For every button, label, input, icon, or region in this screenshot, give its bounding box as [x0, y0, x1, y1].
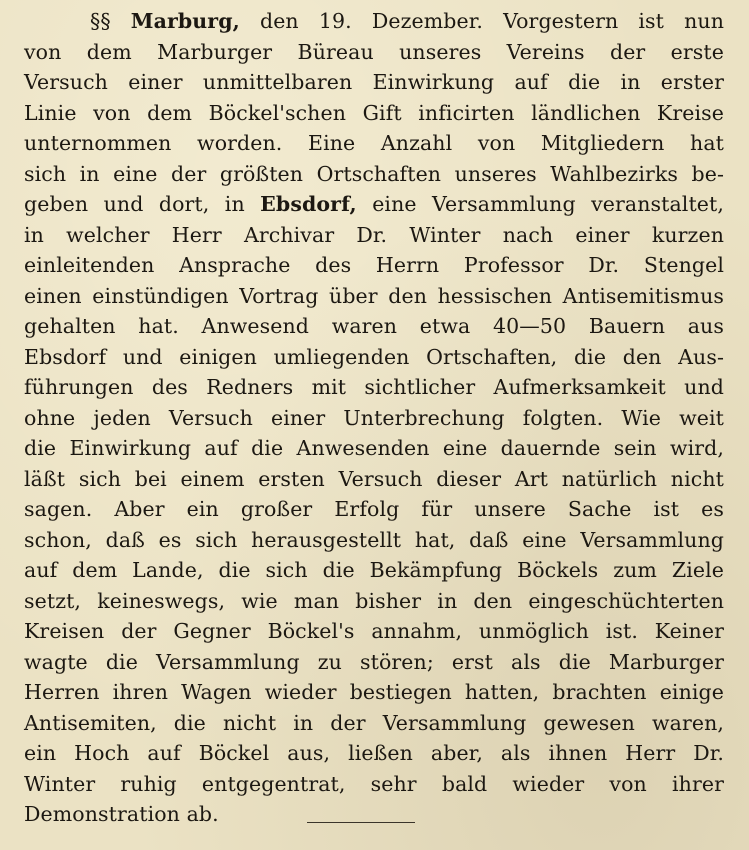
- article-line-7: [24, 189, 724, 220]
- article-line-16: läßt sich bei einem ersten Versuch dieser Art natürlich nicht: [24, 466, 724, 491]
- article-line-19: auf dem Lande, die sich die Bekämpfung Böckels zum Ziele: [24, 558, 724, 582]
- article-line-11: gehalten hat. Anwesend waren etwa 40—50 Bauern aus: [24, 314, 724, 338]
- article-line-14: ohne jeden Versuch einer Unterbrechung folgten. Wie weit: [24, 405, 724, 430]
- article-line-5: unternommen worden. Eine Anzahl von Mitgliedern hat: [24, 131, 724, 155]
- article-line-12: Ebsdorf und einigen umliegenden Ortschaften, die den Aus-: [24, 344, 724, 369]
- article-line-21: Kreisen der Gegner Böckel's annahm, unmöglich ist. Keiner: [24, 619, 724, 643]
- dateline-rest: den 19. Dezember. Vorgestern ist nun: [239, 9, 724, 33]
- article-line-3: Versuch einer unmittelbaren Einwirkung auf die in erster: [24, 70, 724, 94]
- article-line-4: Linie von dem Böckel'schen Gift inficirten ländlichen Kreise: [24, 100, 724, 125]
- end-divider-rule: [307, 822, 415, 823]
- news-article: [24, 6, 724, 830]
- article-line-10: einen einstündigen Vortrag über den hessischen Antisemitismus: [24, 283, 724, 308]
- article-line-18: schon, daß es sich herausgestellt hat, daß eine Versammlung: [24, 527, 724, 552]
- article-line-25: ein Hoch auf Böckel aus, ließen aber, als ihnen Herr Dr.: [24, 741, 724, 765]
- article-line-9: einleitenden Ansprache des Herrn Professor Dr. Stengel: [24, 253, 724, 277]
- place-ebsdorf: Ebsdorf,: [260, 192, 357, 216]
- section-mark: §§: [90, 9, 131, 33]
- article-line-17: sagen. Aber ein großer Erfolg für unsere Sache ist es: [24, 497, 724, 521]
- line-7-start: geben und dort, in: [24, 192, 261, 216]
- article-line-26: Winter ruhig entgegentrat, sehr bald wieder von ihrer: [24, 771, 724, 796]
- article-line-20: setzt, keineswegs, wie man bisher in den eingeschüchterten: [24, 588, 724, 613]
- article-line-13: führungen des Redners mit sichtlicher Aufmerksamkeit und: [24, 375, 724, 399]
- article-line-24: Antisemiten, die nicht in der Versammlung gewesen waren,: [24, 710, 724, 735]
- article-line-8: in welcher Herr Archivar Dr. Winter nach einer kurzen: [24, 222, 724, 247]
- article-line-22: wagte die Versammlung zu stören; erst als die Marburger: [24, 649, 724, 674]
- dateline-place: Marburg,: [130, 9, 240, 33]
- article-line-15: die Einwirkung auf die Anwesenden eine dauernde sein wird,: [24, 436, 724, 460]
- line-7-end: eine Versammlung veranstaltet,: [356, 192, 724, 216]
- article-line-23: Herren ihren Wagen wieder bestiegen hatten, brachten einige: [24, 680, 724, 704]
- article-line-1: [24, 6, 724, 37]
- article-line-6: sich in eine der größten Ortschaften unseres Wahlbezirks be-: [24, 161, 724, 186]
- article-line-27: Demonstration ab.: [24, 802, 219, 826]
- article-line-2: von dem Marburger Büreau unseres Vereins der erste: [24, 39, 724, 64]
